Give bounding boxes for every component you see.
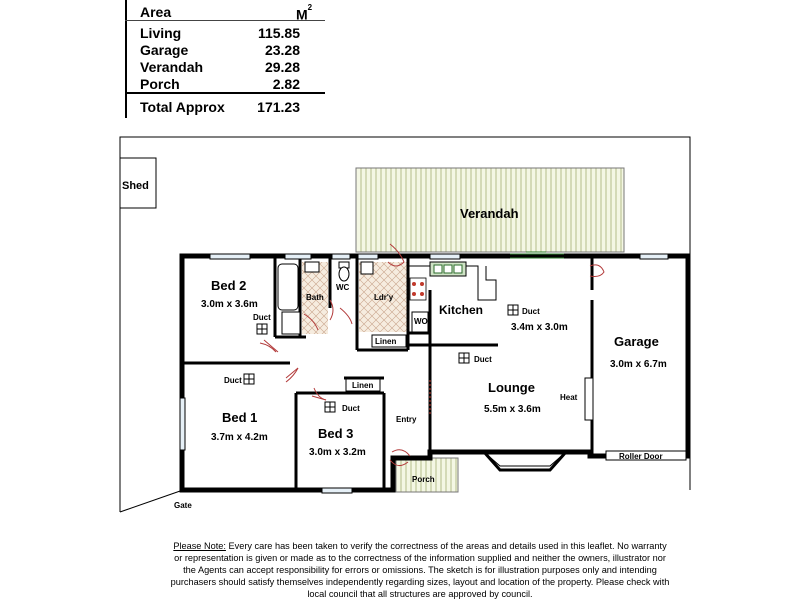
bed3-duct-label: Duct	[342, 404, 360, 413]
area-unit: M	[296, 6, 308, 23]
roller-door-label: Roller Door	[619, 452, 663, 461]
verandah-label: Verandah	[460, 206, 519, 221]
bed2-size: 3.0m x 3.6m	[201, 299, 258, 310]
shed-label: Shed	[122, 180, 149, 192]
lounge-size: 5.5m x 3.6m	[484, 404, 541, 415]
wc-label: WC	[336, 283, 350, 292]
bed3-size: 3.0m x 3.2m	[309, 447, 366, 458]
bed1-label: Bed 1	[222, 410, 258, 425]
area-total-label: Total Approx	[140, 99, 225, 115]
dining-duct-label: Duct	[522, 307, 540, 316]
area-row-value: 115.85	[257, 25, 300, 41]
linen-label-2: Linen	[352, 381, 374, 390]
area-total-value: 171.23	[257, 99, 300, 115]
duct-icon	[257, 324, 267, 334]
area-unit-exponent: 2	[307, 3, 313, 12]
note-body: Every care has been taken to verify the correctness of the areas and details used in this leaflet. No warranty or representation is given or made as to the correctness of the information supplied and neither the owners, illustrator nor the Agents can accept responsibility for errors or omissions. The sketch is for illustration purposes only and intending purchasers should satisfy themselves independently regarding sizes, layout and location of the property. Please check with local council that all structures are approved by council.	[170, 541, 670, 599]
area-header-label: Area	[140, 4, 172, 20]
area-row-value: 23.28	[264, 42, 300, 58]
laundry-label: Ldr'y	[374, 293, 394, 302]
bathtub-icon	[278, 264, 298, 310]
bed3-label: Bed 3	[318, 426, 354, 441]
kitchen-label: Kitchen	[439, 303, 484, 317]
area-row-label: Verandah	[140, 59, 204, 75]
cooktop-icon	[410, 278, 426, 300]
heat-label: Heat	[560, 393, 578, 402]
lounge-label: Lounge	[488, 380, 535, 395]
linen-label-1: Linen	[375, 337, 397, 346]
garage-size: 3.0m x 6.7m	[610, 359, 667, 370]
porch-label: Porch	[412, 475, 435, 484]
lounge-duct-label: Duct	[474, 355, 492, 364]
bed2-label: Bed 2	[211, 278, 247, 293]
area-row-label: Porch	[140, 76, 180, 92]
bath-label: Bath	[306, 293, 324, 302]
area-row-label: Living	[140, 25, 182, 41]
duct-icon	[508, 305, 518, 315]
wo-label: WO	[414, 317, 428, 326]
heater-icon	[585, 378, 593, 420]
bed1-size: 3.7m x 4.2m	[211, 432, 268, 443]
trough-icon	[361, 262, 373, 274]
dining-size: 3.4m x 3.0m	[511, 322, 568, 333]
garage-label: Garage	[614, 334, 659, 349]
area-row-value: 29.28	[264, 59, 300, 75]
area-row-value: 2.82	[272, 76, 300, 92]
bed1-duct-label: Duct	[224, 376, 242, 385]
shower-icon	[282, 312, 300, 334]
duct-icon	[325, 402, 335, 412]
entry-label: Entry	[396, 415, 417, 424]
duct-icon	[244, 374, 254, 384]
bed2-duct-label: Duct	[253, 313, 271, 322]
gate-label: Gate	[174, 501, 192, 510]
disclaimer-note	[170, 540, 670, 600]
note-title: Please Note:	[173, 541, 226, 551]
bay-window	[484, 452, 566, 470]
vanity-icon	[305, 262, 319, 272]
duct-icon	[459, 353, 469, 363]
toilet-icon	[339, 262, 349, 281]
area-row-label: Garage	[140, 42, 189, 58]
